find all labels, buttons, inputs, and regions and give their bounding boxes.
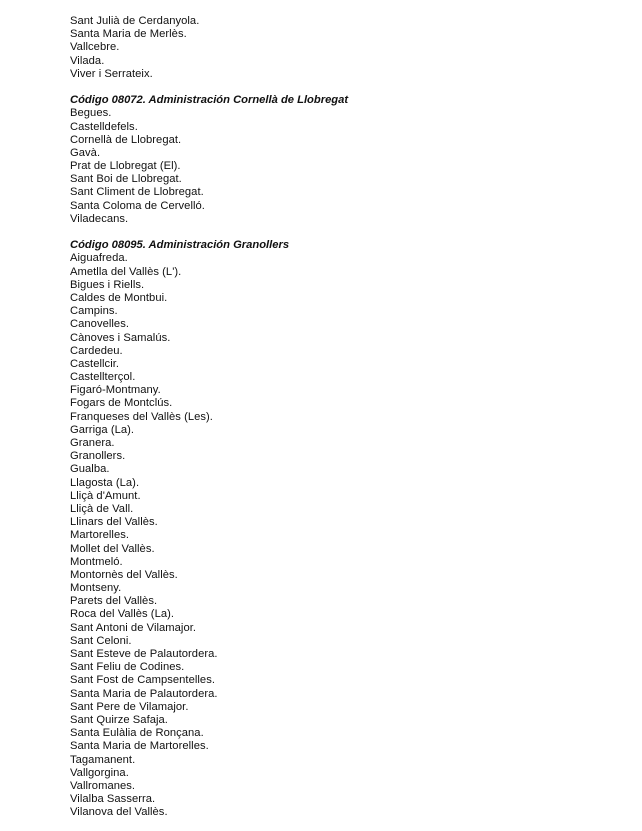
list-item: Sant Quirze Safaja.	[70, 713, 168, 726]
list-item: Campins.	[70, 305, 118, 318]
list-item: Fogars de Montclús.	[70, 397, 173, 410]
list-item: Montornès del Vallès.	[70, 568, 178, 581]
list-item: Castelldefels.	[70, 120, 138, 133]
list-item: Sant Boi de Llobregat.	[70, 173, 182, 186]
list-item: Vallgorgina.	[70, 766, 129, 779]
section-spacer	[70, 226, 630, 239]
list-item: Granollers.	[70, 450, 126, 463]
municipality-list	[70, 107, 630, 226]
list-item: Sant Feliu de Codines.	[70, 661, 185, 674]
list-item: Begues.	[70, 107, 112, 120]
list-item: Gavà.	[70, 146, 101, 159]
list-item: Vallromanes.	[70, 779, 136, 792]
list-item: Llagosta (La).	[70, 476, 140, 489]
list-item: Tagamanent.	[70, 753, 136, 766]
document-page	[70, 15, 630, 819]
list-item: Sant Climent de Llobregat.	[70, 186, 204, 199]
section-heading: Código 08095. Administración Granollers	[70, 239, 290, 252]
list-item: Vilada.	[70, 54, 105, 67]
list-item: Vilalba Sasserra.	[70, 793, 156, 806]
list-item: Mollet del Vallès.	[70, 542, 155, 555]
list-item: Lliçà de Vall.	[70, 502, 134, 515]
list-item: Granera.	[70, 437, 115, 449]
list-item: Sant Fost de Campsentelles.	[70, 674, 215, 687]
list-item: Sant Antoni de Vilamajor.	[70, 621, 197, 634]
list-item: Vilanova del Vallès.	[70, 806, 168, 819]
list-item: Lliçà d'Amunt.	[70, 489, 141, 502]
list-item: Santa Maria de Merlès.	[70, 28, 187, 41]
list-item: Ametlla del Vallès (L').	[70, 265, 182, 278]
list-item: Vallcebre.	[70, 41, 120, 54]
list-item: Viladecans.	[70, 212, 129, 225]
list-item: Sant Pere de Vilamajor.	[70, 700, 189, 713]
list-item: Montmeló.	[70, 555, 123, 568]
list-item: Viver i Serrateix.	[70, 67, 153, 80]
list-item: Figaró-Montmany.	[70, 384, 161, 397]
list-item: Bigues i Riells.	[70, 278, 145, 291]
section-heading: Código 08072. Administración Cornellà de Llobregat	[70, 94, 349, 107]
list-item: Sant Celoni.	[70, 634, 132, 647]
section-spacer	[70, 81, 630, 94]
list-item: Santa Coloma de Cervelló.	[70, 199, 205, 212]
list-item: Franqueses del Vallès (Les).	[70, 410, 213, 423]
list-item: Parets del Vallès.	[70, 595, 158, 608]
list-item: Caldes de Montbui.	[70, 291, 168, 304]
list-item: Santa Eulàlia de Ronçana.	[70, 727, 204, 740]
list-item: Roca del Vallès (La).	[70, 608, 175, 621]
list-item: Cornellà de Llobregat.	[70, 133, 182, 146]
list-item: Castellterçol.	[70, 371, 136, 384]
list-item: Gualba.	[70, 463, 110, 476]
municipality-list	[70, 252, 630, 819]
list-item: Santa Maria de Martorelles.	[70, 740, 209, 753]
list-item: Sant Julià de Cerdanyola.	[70, 15, 200, 27]
list-item: Cardedeu.	[70, 344, 123, 357]
list-item: Sant Esteve de Palautordera.	[70, 648, 218, 660]
list-item: Canovelles.	[70, 318, 130, 331]
list-item: Cànoves i Samalús.	[70, 331, 171, 344]
municipality-list	[70, 15, 630, 81]
list-item: Llinars del Vallès.	[70, 516, 158, 529]
list-item: Castellcir.	[70, 357, 120, 370]
list-item: Garriga (La).	[70, 423, 135, 436]
list-item: Aiguafreda.	[70, 252, 128, 265]
list-item: Prat de Llobregat (El).	[70, 160, 181, 173]
list-item: Martorelles.	[70, 529, 130, 542]
list-item: Santa Maria de Palautordera.	[70, 687, 218, 700]
list-item: Montseny.	[70, 582, 122, 595]
